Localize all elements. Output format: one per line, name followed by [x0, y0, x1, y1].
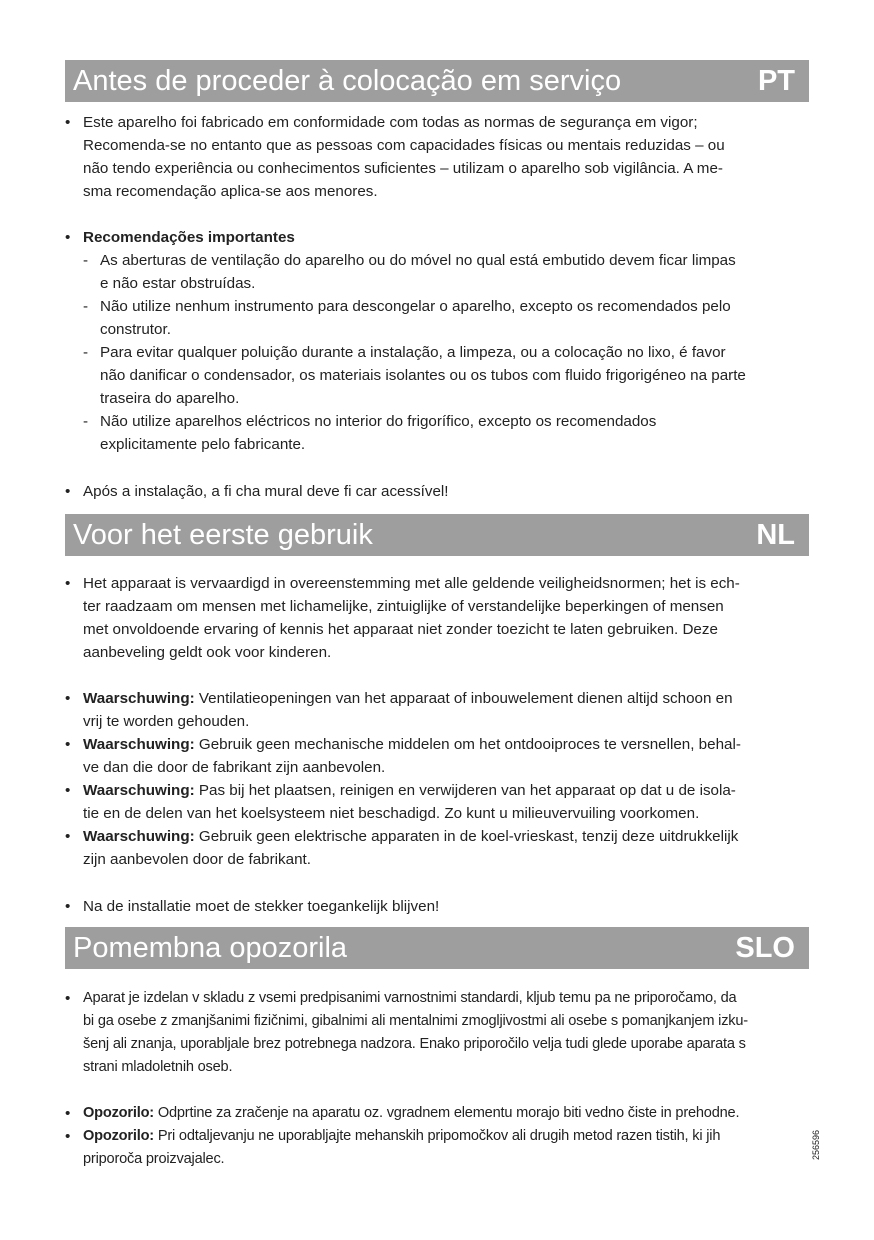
warning-line: Opozorilo: Pri odtaljevanju ne uporabljajte mehanskih pripomočkov ali drugih metod razen tistih, ki jih	[83, 1128, 721, 1144]
dash: -	[83, 252, 89, 269]
bullet: •	[65, 828, 71, 845]
dash: -	[83, 298, 89, 315]
section-title: Antes de proceder à colocação em serviço	[73, 65, 622, 97]
section-title: Voor het eerste gebruik	[73, 519, 373, 551]
text-line: ve dan die door de fabrikant zijn aanbevolen.	[83, 759, 386, 776]
section-title: Pomembna opozorila	[73, 932, 348, 964]
language-code: PT	[757, 65, 795, 97]
text-line: Aparat je izdelan v skladu z vsemi predpisanimi varnostnimi standardi, kljub temu pa ne priporočamo, da	[83, 990, 737, 1006]
bullet: •	[65, 690, 71, 707]
text-line: Após a instalação, a fi cha mural deve fi car acessível!	[83, 483, 449, 500]
warning-line: Waarschuwing: Gebruik geen mechanische middelen om het ontdooiproces te versnellen, behal-	[83, 736, 741, 753]
section-header-nl	[65, 514, 809, 556]
text-line: não danificar o condensador, os materiais isolantes ou os tubos com fluido frigorigéneo na parte	[100, 367, 746, 384]
document-reference: 256596	[811, 1129, 821, 1160]
bullet: •	[65, 1128, 71, 1145]
language-code: SLO	[735, 932, 795, 964]
text-line: aanbeveling geldt ook voor kinderen.	[83, 644, 332, 661]
text-line: explicitamente pelo fabricante.	[100, 436, 306, 453]
text-line: Este aparelho foi fabricado em conformidade com todas as normas de segurança em vigor;	[83, 114, 698, 131]
text-line: Recomenda-se no entanto que as pessoas com capacidades físicas ou mentais reduzidas – ou	[83, 137, 725, 154]
bullet: •	[65, 782, 71, 799]
text-line: não tendo experiência ou conhecimentos suficientes – utilizam o aparelho sob vigilância. A me-	[83, 160, 723, 177]
bullet: •	[65, 990, 71, 1007]
warning-line: Waarschuwing: Gebruik geen elektrische apparaten in de koel-vrieskast, tenzij deze uitdrukkelijk	[83, 828, 739, 845]
dash: -	[83, 344, 89, 361]
text-line: priporoča proizvajalec.	[83, 1151, 225, 1167]
text-line: vrij te worden gehouden.	[83, 713, 250, 730]
bullet: •	[65, 1105, 71, 1122]
section-header-pt	[65, 60, 809, 102]
text-line: Para evitar qualquer poluição durante a instalação, a limpeza, ou a colocação no lixo, é favor	[100, 344, 726, 361]
text-line: strani mladoletnih oseb.	[83, 1059, 233, 1075]
text-line: Na de installatie moet de stekker toegankelijk blijven!	[83, 898, 440, 915]
text-line: sma recomendação aplica-se aos menores.	[83, 183, 378, 200]
bullet: •	[65, 229, 71, 246]
warning-line: Waarschuwing: Ventilatieopeningen van het apparaat of inbouwelement dienen altijd schoon en	[83, 690, 733, 707]
text-line: Não utilize aparelhos eléctricos no interior do frigorífico, excepto os recomendados	[100, 413, 657, 430]
recommendations-title: Recomendações importantes	[83, 229, 295, 246]
bullet: •	[65, 483, 71, 500]
text-line: e não estar obstruídas.	[100, 275, 256, 292]
bullet: •	[65, 898, 71, 915]
text-line: As aberturas de ventilação do aparelho ou do móvel no qual está embutido devem ficar limpas	[100, 252, 736, 269]
warning-line: Waarschuwing: Pas bij het plaatsen, reinigen en verwijderen van het apparaat op dat u de isola-	[83, 782, 736, 799]
dash: -	[83, 413, 89, 430]
text-line: ter raadzaam om mensen met lichamelijke, zintuiglijke of verstandelijke beperkingen of mensen	[83, 598, 724, 615]
text-line: met onvoldoende ervaring of kennis het apparaat niet zonder toezicht te laten gebruiken. Deze	[83, 621, 718, 638]
text-line: zijn aanbevolen door de fabrikant.	[83, 851, 311, 868]
language-code: NL	[756, 519, 795, 551]
text-line: construtor.	[100, 321, 171, 338]
section-header-slo	[65, 927, 809, 969]
warning-line: Opozorilo: Odprtine za zračenje na aparatu oz. vgradnem elementu morajo biti vedno čiste in prehodne.	[83, 1105, 740, 1121]
text-line: tie en de delen van het koelsysteem niet beschadigd. Zo kunt u milieuvervuiling voorkomen.	[83, 805, 700, 822]
text-line: Het apparaat is vervaardigd in overeenstemming met alle geldende veiligheidsnormen; het is ech-	[83, 575, 740, 592]
bullet: •	[65, 575, 71, 592]
bullet: •	[65, 114, 71, 131]
text-line: bi ga osebe z zmanjšanimi fizičnimi, gibalnimi ali mentalnimi zmogljivostmi ali osebe s pomanjkanjem izku-	[83, 1013, 748, 1029]
text-line: šenj ali znanja, uporabljale brez potrebnega nadzora. Enako priporočilo velja tudi glede uporabe aparata s	[83, 1036, 746, 1052]
text-line: traseira do aparelho.	[100, 390, 240, 407]
text-line: Não utilize nenhum instrumento para descongelar o aparelho, excepto os recomendados pelo	[100, 298, 731, 315]
bullet: •	[65, 736, 71, 753]
